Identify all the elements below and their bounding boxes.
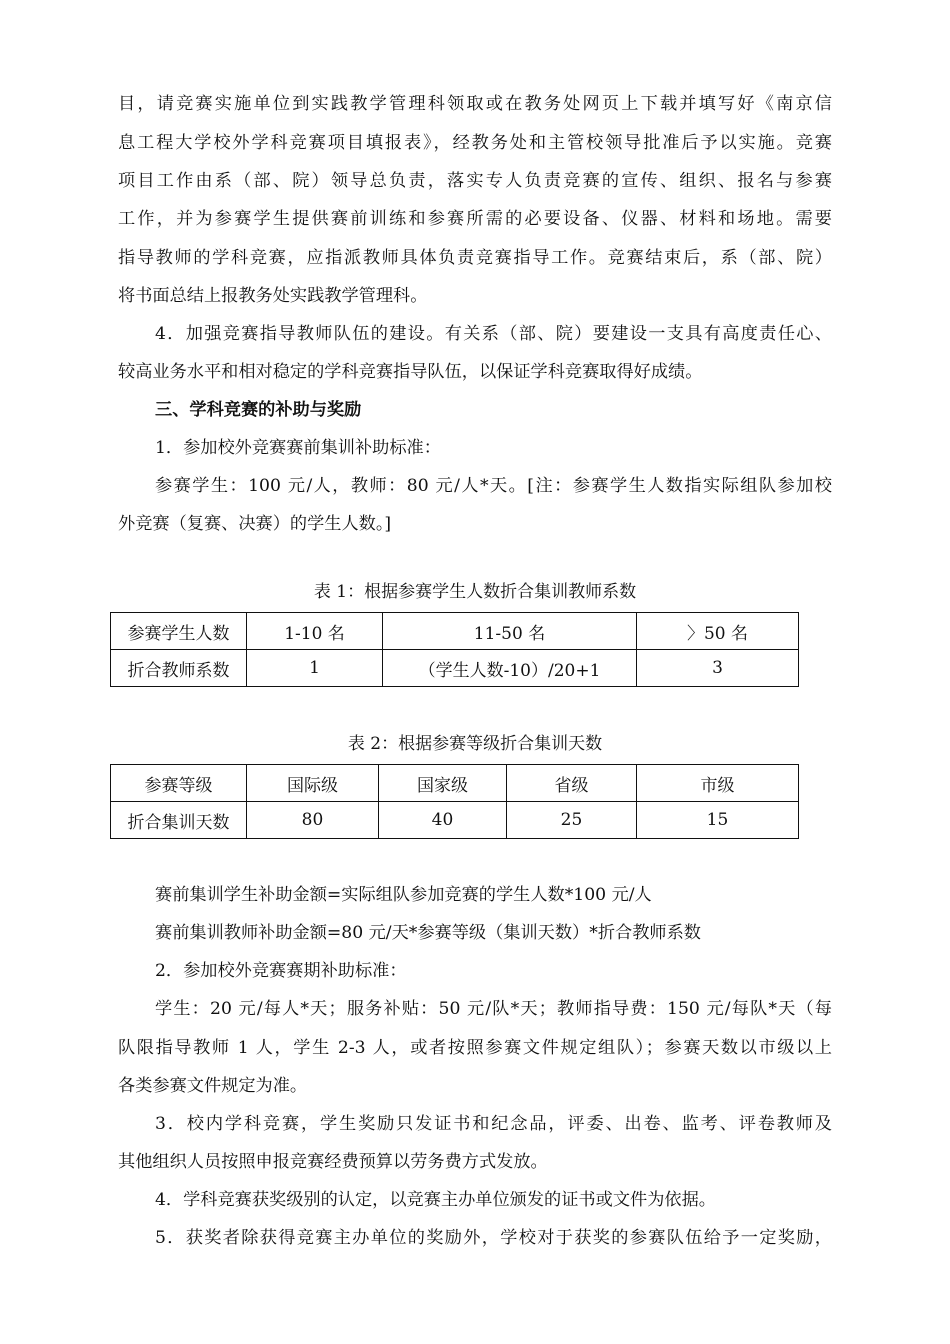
section-heading: 三、学科竞赛的补助与奖励 [155, 400, 362, 420]
paragraph-line: 较高业务水平和相对稳定的学科竞赛指导队伍，以保证学科竞赛取得好成绩。 [118, 362, 703, 382]
formula-line: 赛前集训教师补助金额=80 元/天*参赛等级（集训天数）*折合教师系数 [155, 923, 701, 943]
table-cell: 〉50 名 [637, 613, 799, 650]
table-cell: 国家级 [379, 765, 507, 802]
table-cell: 市级 [637, 765, 799, 802]
paragraph-line: 其他组织人员按照申报竞赛经费预算以劳务费方式发放。 [118, 1152, 548, 1172]
paragraph-line: 各类参赛文件规定为准。 [118, 1076, 308, 1096]
table-row [111, 650, 799, 687]
paragraph-line: 学生：20 元/每人*天；服务补贴：50 元/队*天；教师指导费：150 元/每队*天（每 [155, 999, 832, 1019]
table-row [111, 613, 799, 650]
table-cell: 参赛学生人数 [111, 613, 247, 650]
table-cell: 国际级 [247, 765, 379, 802]
paragraph-line: 工作，并为参赛学生提供赛前训练和参赛所需的必要设备、仪器、材料和场地。需要 [118, 209, 832, 229]
paragraph-line: 息工程大学校外学科竞赛项目填报表》，经教务处和主管校领导批准后予以实施。竞赛 [118, 133, 832, 153]
table-cell: 1 [247, 650, 383, 687]
table-cell: （学生人数-10）/20+1 [383, 650, 637, 687]
paragraph-line: 4．学科竞赛获奖级别的认定，以竞赛主办单位颁发的证书或文件为依据。 [155, 1190, 716, 1210]
paragraph-line: 4．加强竞赛指导教师队伍的建设。有关系（部、院）要建设一支具有高度责任心、 [155, 324, 832, 344]
table-cell: 省级 [507, 765, 637, 802]
table-cell: 1-10 名 [247, 613, 383, 650]
paragraph-line: 5．获奖者除获得竞赛主办单位的奖励外，学校对于获奖的参赛队伍给予一定奖励， [155, 1228, 832, 1248]
table-cell: 3 [637, 650, 799, 687]
table-cell: 80 [247, 802, 379, 839]
table-cell: 40 [379, 802, 507, 839]
paragraph-line: 项目工作由系（部、院）领导总负责，落实专人负责竞赛的宣传、组织、报名与参赛 [118, 171, 832, 191]
paragraph-line: 队限指导教师 1 人，学生 2-3 人，或者按照参赛文件规定组队）；参赛天数以市级以上 [118, 1038, 832, 1058]
training-days-table [110, 764, 799, 839]
table-cell: 折合集训天数 [111, 802, 247, 839]
paragraph-line: 外竞赛（复赛、决赛）的学生人数。] [118, 514, 392, 534]
table-caption: 表 2：根据参赛等级折合集训天数 [347, 734, 603, 754]
table-cell: 15 [637, 802, 799, 839]
formula-line: 赛前集训学生补助金额=实际组队参加竞赛的学生人数*100 元/人 [155, 885, 652, 905]
coefficient-table [110, 612, 799, 687]
paragraph-line: 3．校内学科竞赛，学生奖励只发证书和纪念品，评委、出卷、监考、评卷教师及 [155, 1114, 832, 1134]
paragraph-line: 参赛学生：100 元/人，教师：80 元/人*天。[注：参赛学生人数指实际组队参加校 [155, 476, 832, 496]
table-cell: 折合教师系数 [111, 650, 247, 687]
table-cell: 参赛等级 [111, 765, 247, 802]
list-item: 2．参加校外竞赛赛期补助标准： [155, 961, 407, 981]
paragraph-line: 将书面总结上报教务处实践教学管理科。 [118, 286, 428, 306]
paragraph-line: 指导教师的学科竞赛，应指派教师具体负责竞赛指导工作。竞赛结束后，系（部、院） [118, 248, 832, 268]
table-row [111, 802, 799, 839]
paragraph-line: 目，请竞赛实施单位到实践教学管理科领取或在教务处网页上下载并填写好《南京信 [118, 94, 832, 114]
table-cell: 11-50 名 [383, 613, 637, 650]
list-item: 1．参加校外竞赛赛前集训补助标准： [155, 438, 441, 458]
table-caption: 表 1：根据参赛学生人数折合集训教师系数 [313, 582, 637, 602]
table-row [111, 765, 799, 802]
table-cell: 25 [507, 802, 637, 839]
